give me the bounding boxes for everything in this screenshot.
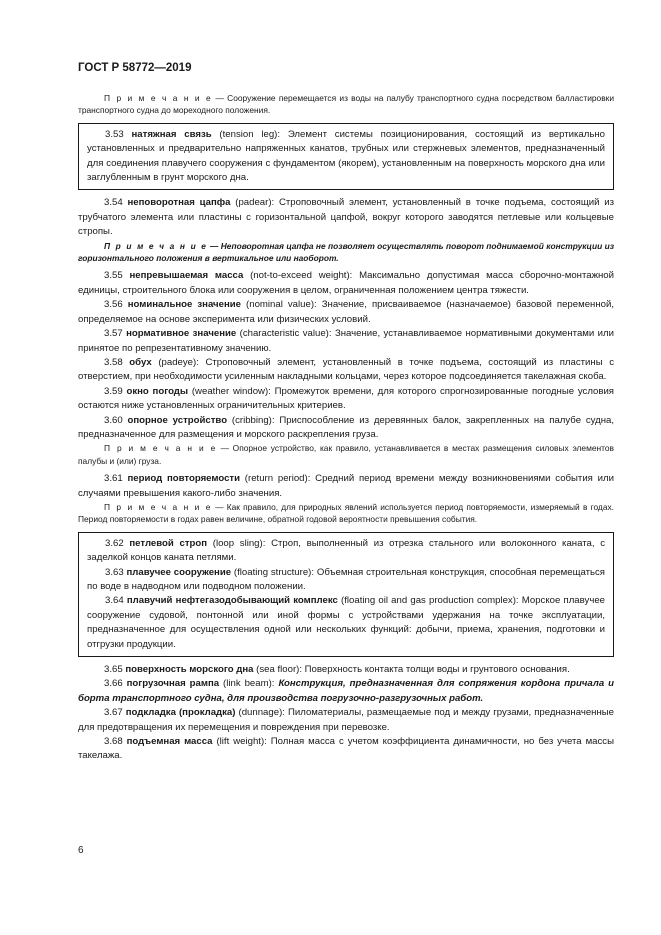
entry-number: 3.57 (104, 328, 127, 340)
entry-number: 3.59 (104, 385, 127, 397)
entry-number: 3.54 (104, 197, 128, 209)
definition-3-61 (78, 472, 614, 501)
definition-3-56 (78, 298, 614, 327)
definition-text: (sea floor): Поверхность контакта толщи воды и грунтового основания. (253, 664, 570, 676)
term: плавучее сооружение (126, 566, 232, 578)
entry-number: 3.66 (104, 678, 127, 690)
definition-3-59 (78, 385, 614, 414)
entry-number: 3.62 (105, 537, 130, 549)
document-body (78, 92, 614, 764)
definition-text: (dunnage): Пиломатериалы, размещаемые под и между грузами, предназначенные для предотвращения их перемещения и повреждения при перевозке. (78, 707, 614, 733)
term: погрузочная рампа (126, 678, 220, 690)
term: поверхность морского дна (125, 664, 254, 676)
definition-text: (tension leg): Элемент системы позиционирования, состоящий из вертикально установленных и предварительно напряженных канатов, трубных или стержневых элементов, предназначенный для соединения плавучего сооружения с фундаментом (якорем), установленным на поверхность морского дна или заглубленным в грунт морского дна. (87, 128, 605, 184)
definition-text: (weather window): Промежуток времени, для которого спрогнозированные погодные условия остаются ниже установленных ограничительных критериев. (78, 385, 615, 412)
document-header: ГОСТ Р 58772—2019 (78, 62, 192, 74)
definition-3-68 (78, 735, 614, 764)
term: непревышаемая масса (129, 270, 244, 282)
entry-number: 3.61 (104, 473, 128, 485)
framed-definition-box (78, 532, 614, 657)
entry-number: 3.58 (104, 356, 130, 368)
note-text: — Как правило, для природных явлений используется период повторяемости, измеряемый в годах. Период повторяемости в годах равен величине, обратной годовой вероятности превышения события. (78, 501, 614, 525)
entry-number: 3.56 (104, 299, 128, 311)
term: подкладка (прокладка) (125, 707, 236, 719)
definition-text: (not-to-exceed weight): Максимально допустимая масса сборочно-монтажной единицы, строительного блока или сооружения в целом, ограниченная положением центра тяжести. (78, 270, 614, 296)
definition-text: (floating structure): Объемная строительная конструкция, способная перемещаться по воде в надводном или подводном положении. (87, 566, 605, 592)
definition-3-67 (78, 706, 614, 735)
definition-text: (characteristic value): Значение, устанавливаемое нормативными документами или принятое по репрезентативному значению. (78, 328, 614, 354)
term: неповоротная цапфа (127, 197, 231, 209)
note-label: П р и м е ч а н и е (104, 443, 217, 454)
definition-text: (padear): Строповочный элемент, установленный в точке подъема, состоящий из трубчатого элемента или пластины с горизонтальной цапфой, вокруг которого заводятся петлевые или кольцевые стропы. (78, 197, 614, 238)
term: подъемная масса (126, 736, 213, 748)
definition-3-60 (78, 414, 614, 443)
term: опорное устройство (127, 414, 228, 426)
definition-text: (cribbing): Приспособление из деревянных балок, закрепленных на палубе судна, предназначенное для размещения и морского раскрепления груза. (78, 414, 614, 440)
entry-number: 3.68 (104, 736, 127, 748)
definition-3-53 (87, 128, 605, 186)
term: обух (129, 356, 152, 368)
note (78, 92, 614, 117)
definition-3-58 (78, 356, 614, 385)
page-number: 6 (78, 845, 84, 856)
term: окно погоды (126, 385, 189, 397)
note (78, 240, 614, 265)
entry-number: 3.67 (104, 707, 126, 719)
definition-3-63 (87, 566, 605, 595)
term: период повторяемости (127, 473, 241, 485)
note-label: П р и м е ч а н и е (104, 501, 212, 512)
definition-text: (floating oil and gas production complex): Морское плавучее сооружение судовой, понтонной или иной формы с устройствами удержания на точке эксплуатации, предназначенное для осуществления одной или нескольких функций: добычи, приема, хранения, подготовки и отгрузки продукции. (87, 595, 605, 650)
note (78, 442, 614, 467)
entry-number: 3.63 (105, 566, 127, 578)
definition-text: (nominal value): Значение, присваиваемое (назначаемое) базовой переменной, определяемое на основе эксперимента или физических условий. (78, 299, 614, 325)
entry-number: 3.65 (104, 664, 126, 676)
definition-3-54 (78, 196, 614, 239)
definition-text: (return period): Средний период времени между возникновениями события или случаями превышения какого-либо значения. (78, 473, 614, 499)
definition-3-64 (87, 594, 605, 652)
term: плавучий нефтегазодобывающий комплекс (126, 595, 338, 607)
note (78, 501, 614, 526)
definition-3-66 (78, 677, 614, 706)
term: номинальное значение (127, 299, 241, 311)
term: натяжная связь (131, 128, 212, 140)
note-label: П р и м е ч а н и е (104, 93, 213, 103)
definition-text: (lift weight): Полная масса с учетом коэффициента динамичности, но без учета массы такелажа. (78, 736, 614, 762)
definition-text: (padeye): Строповочный элемент, установленный в точке подъема, состоящий из пластины с отверстием, при необходимости усиленным накладными кольцами, через которое подсоединяется такелажная скоба. (78, 356, 614, 383)
definition-3-55 (78, 269, 614, 298)
note-text: — Сооружение перемещается из воды на палубу транспортного судна посредством балластировки транспортного судна до мореходного положения. (78, 93, 614, 116)
note-label: П р и м е ч а н и е (104, 240, 208, 251)
definition-text: (loop sling): Строп, выполненный из отрезка стального или волоконного каната, с заделкой концов каната петлями. (87, 537, 606, 564)
note-text: — Опорное устройство, как правило, устанавливается в местах размещения силовых элементов палубы и (или) груза. (78, 443, 614, 466)
definition-text: (link beam): (219, 678, 279, 690)
entry-number: 3.60 (104, 414, 128, 426)
term: петлевой строп (129, 537, 208, 549)
framed-definition-box (78, 123, 614, 191)
note-text: — Неповоротная цапфа не позволяет осуществлять поворот поднимаемой конструкции из горизонтального положения в вертикальное или наоборот. (78, 240, 614, 264)
definition-3-57 (78, 327, 614, 356)
entry-number: 3.53 (105, 128, 132, 140)
entry-number: 3.64 (105, 595, 127, 607)
definition-3-65 (78, 663, 614, 677)
entry-number: 3.55 (104, 270, 130, 282)
term: нормативное значение (126, 328, 237, 340)
definition-text-emphasis: Конструкция, предназначенная для сопряжения кордона причала и борта транспортного судна, для производства погрузочно-разгрузочных работ. (78, 678, 614, 704)
definition-3-62 (87, 537, 605, 566)
